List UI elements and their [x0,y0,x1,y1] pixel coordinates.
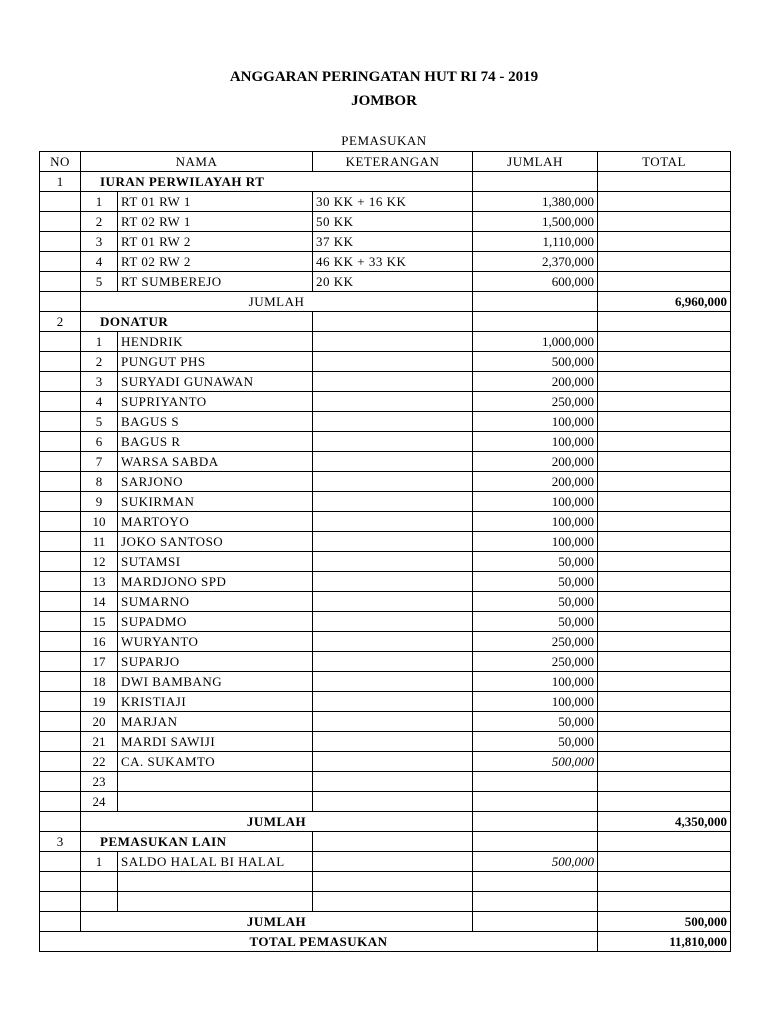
table-row [40,512,731,532]
empty-cell [40,212,81,232]
subtotal-row [40,292,731,312]
empty-cell [598,332,731,352]
item-amount: 200,000 [473,472,598,492]
empty-cell [598,632,731,652]
subtotal-label: JUMLAH [81,812,473,832]
item-name: SUPARJO [118,652,313,672]
item-amount: 250,000 [473,392,598,412]
table-row [40,432,731,452]
empty-cell [598,232,731,252]
empty-cell [40,772,81,792]
item-keterangan [313,332,473,352]
header-no: NO [40,152,81,172]
empty-cell [40,292,81,312]
table-row [40,472,731,492]
document-subtitle: JOMBOR [351,93,417,109]
empty-cell [40,892,81,912]
subtotal-value: 500,000 [598,912,731,932]
item-number: 3 [81,232,118,252]
empty-cell [40,272,81,292]
item-number: 22 [81,752,118,772]
item-name: RT 01 RW 2 [118,232,313,252]
item-number: 21 [81,732,118,752]
item-name: SUTAMSI [118,552,313,572]
empty-cell [40,352,81,372]
empty-cell [598,732,731,752]
item-keterangan [313,852,473,872]
subtotal-row [40,812,731,832]
item-amount: 100,000 [473,492,598,512]
empty-cell [40,512,81,532]
item-name: SURYADI GUNAWAN [118,372,313,392]
item-amount: 250,000 [473,632,598,652]
item-number: 7 [81,452,118,472]
empty-cell [40,532,81,552]
item-number: 16 [81,632,118,652]
item-name: CA. SUKAMTO [118,752,313,772]
empty-cell [473,832,598,852]
blank-row [40,892,731,912]
empty-cell [40,372,81,392]
table-row [40,552,731,572]
table-row [40,572,731,592]
item-keterangan [313,552,473,572]
item-keterangan [313,792,473,812]
table-body [40,172,731,952]
item-keterangan [313,652,473,672]
item-number: 8 [81,472,118,492]
table-row [40,452,731,472]
empty-cell [40,552,81,572]
item-amount: 50,000 [473,592,598,612]
subtotal-row [40,912,731,932]
table-row [40,332,731,352]
item-name: DWI BAMBANG [118,672,313,692]
item-name: PUNGUT PHS [118,352,313,372]
item-keterangan: 37 KK [313,232,473,252]
item-keterangan [313,772,473,792]
item-amount: 500,000 [473,752,598,772]
item-keterangan [313,492,473,512]
empty-cell [598,872,731,892]
empty-cell [598,192,731,212]
item-amount: 500,000 [473,352,598,372]
empty-cell [598,592,731,612]
table-row [40,192,731,212]
item-keterangan: 20 KK [313,272,473,292]
empty-cell [598,212,731,232]
item-number: 15 [81,612,118,632]
item-keterangan: 50 KK [313,212,473,232]
group-title: DONATUR [81,312,313,332]
document-title: ANGGARAN PERINGATAN HUT RI 74 - 2019 [229,69,539,85]
empty-cell [40,692,81,712]
item-number: 19 [81,692,118,712]
empty-cell [40,392,81,412]
item-amount: 100,000 [473,692,598,712]
item-name: SARJONO [118,472,313,492]
empty-cell [473,812,598,832]
table-row [40,492,731,512]
grand-total-value: 11,810,000 [598,932,731,952]
table-row [40,592,731,612]
empty-cell [40,852,81,872]
item-name [118,772,313,792]
item-keterangan [313,452,473,472]
section-heading: PEMASUKAN [341,133,427,148]
empty-cell [473,312,598,332]
budget-table [39,151,731,952]
table-row [40,752,731,772]
group-header-row [40,172,731,192]
table-row [40,672,731,692]
item-amount: 50,000 [473,612,598,632]
empty-cell [40,492,81,512]
empty-cell [598,852,731,872]
table-row [40,232,731,252]
item-number: 1 [81,332,118,352]
item-number: 14 [81,592,118,612]
empty-cell [118,872,313,892]
table-row [40,772,731,792]
item-amount: 200,000 [473,372,598,392]
empty-cell [40,872,81,892]
item-keterangan [313,392,473,412]
item-number: 17 [81,652,118,672]
item-name: SUPRIYANTO [118,392,313,412]
empty-cell [598,272,731,292]
empty-cell [40,812,81,832]
empty-cell [473,292,598,312]
item-number: 23 [81,772,118,792]
empty-cell [313,832,473,852]
item-amount: 1,380,000 [473,192,598,212]
item-number: 2 [81,212,118,232]
header-keterangan: KETERANGAN [313,152,473,172]
table-row [40,852,731,872]
empty-cell [81,892,118,912]
group-number: 3 [40,832,81,852]
empty-cell [598,512,731,532]
item-name: JOKO SANTOSO [118,532,313,552]
grand-total-label: TOTAL PEMASUKAN [40,932,598,952]
empty-cell [598,672,731,692]
table-row [40,792,731,812]
empty-cell [473,172,598,192]
header-nama: NAMA [81,152,313,172]
empty-cell [81,872,118,892]
item-name: BAGUS S [118,412,313,432]
subtotal-label: JUMLAH [81,912,473,932]
table-row [40,532,731,552]
item-amount: 100,000 [473,412,598,432]
item-amount: 50,000 [473,732,598,752]
group-header-row [40,832,731,852]
empty-cell [598,892,731,912]
item-number: 3 [81,372,118,392]
item-number: 11 [81,532,118,552]
item-amount: 50,000 [473,552,598,572]
item-name: BAGUS R [118,432,313,452]
empty-cell [598,532,731,552]
table-row [40,252,731,272]
item-number: 5 [81,412,118,432]
item-amount: 500,000 [473,852,598,872]
blank-row [40,872,731,892]
group-title: PEMASUKAN LAIN [81,832,313,852]
item-amount: 250,000 [473,652,598,672]
item-keterangan: 46 KK + 33 KK [313,252,473,272]
item-keterangan: 30 KK + 16 KK [313,192,473,212]
item-amount [473,772,598,792]
empty-cell [598,392,731,412]
empty-cell [598,252,731,272]
item-number: 6 [81,432,118,452]
item-name: RT 02 RW 2 [118,252,313,272]
empty-cell [598,752,731,772]
empty-cell [598,712,731,732]
grand-total-row [40,932,731,952]
item-number: 13 [81,572,118,592]
empty-cell [40,232,81,252]
empty-cell [598,572,731,592]
item-number: 10 [81,512,118,532]
empty-cell [40,192,81,212]
empty-cell [598,452,731,472]
empty-cell [40,912,81,932]
empty-cell [40,472,81,492]
empty-cell [598,172,731,192]
table-row [40,392,731,412]
empty-cell [473,892,598,912]
item-amount: 1,110,000 [473,232,598,252]
empty-cell [598,432,731,452]
empty-cell [598,772,731,792]
table-row [40,412,731,432]
empty-cell [598,692,731,712]
group-header-row [40,312,731,332]
item-keterangan [313,732,473,752]
item-name: RT 01 RW 1 [118,192,313,212]
item-name: KRISTIAJI [118,692,313,712]
table-row [40,652,731,672]
item-number: 2 [81,352,118,372]
item-keterangan [313,572,473,592]
table-row [40,352,731,372]
item-name: MARJAN [118,712,313,732]
empty-cell [40,732,81,752]
empty-cell [40,452,81,472]
item-number: 18 [81,672,118,692]
empty-cell [598,372,731,392]
table-row [40,212,731,232]
item-number: 1 [81,192,118,212]
empty-cell [473,872,598,892]
item-name: WURYANTO [118,632,313,652]
item-name: HENDRIK [118,332,313,352]
empty-cell [598,492,731,512]
item-amount: 1,000,000 [473,332,598,352]
item-number: 9 [81,492,118,512]
empty-cell [118,892,313,912]
empty-cell [40,672,81,692]
empty-cell [40,632,81,652]
item-name: MARTOYO [118,512,313,532]
item-amount: 50,000 [473,572,598,592]
empty-cell [40,652,81,672]
item-keterangan [313,472,473,492]
item-keterangan [313,612,473,632]
item-keterangan [313,692,473,712]
group-number: 2 [40,312,81,332]
item-number: 1 [81,852,118,872]
item-amount: 100,000 [473,532,598,552]
empty-cell [40,412,81,432]
item-keterangan [313,592,473,612]
empty-cell [598,412,731,432]
group-number: 1 [40,172,81,192]
empty-cell [40,792,81,812]
empty-cell [598,472,731,492]
item-amount: 600,000 [473,272,598,292]
header-jumlah: JUMLAH [473,152,598,172]
item-keterangan [313,412,473,432]
item-keterangan [313,672,473,692]
empty-cell [40,592,81,612]
empty-cell [598,652,731,672]
item-amount: 100,000 [473,512,598,532]
item-name: SUPADMO [118,612,313,632]
item-name: RT SUMBEREJO [118,272,313,292]
empty-cell [40,752,81,772]
item-keterangan [313,532,473,552]
empty-cell [40,332,81,352]
empty-cell [40,432,81,452]
item-number: 4 [81,252,118,272]
item-number: 12 [81,552,118,572]
subtotal-label: JUMLAH [81,292,473,312]
empty-cell [598,612,731,632]
item-amount: 2,370,000 [473,252,598,272]
item-name: SUKIRMAN [118,492,313,512]
header-total: TOTAL [598,152,731,172]
empty-cell [598,312,731,332]
item-name: SUMARNO [118,592,313,612]
empty-cell [598,352,731,372]
empty-cell [313,312,473,332]
subtotal-value: 6,960,000 [598,292,731,312]
table-row [40,372,731,392]
item-number: 4 [81,392,118,412]
item-number: 5 [81,272,118,292]
item-number: 20 [81,712,118,732]
item-keterangan [313,712,473,732]
table-row [40,632,731,652]
item-amount: 100,000 [473,672,598,692]
item-amount: 200,000 [473,452,598,472]
subtotal-value: 4,350,000 [598,812,731,832]
item-keterangan [313,512,473,532]
item-amount [473,792,598,812]
table-row [40,712,731,732]
group-title: IURAN PERWILAYAH RT [81,172,473,192]
empty-cell [598,832,731,852]
item-amount: 1,500,000 [473,212,598,232]
empty-cell [598,552,731,572]
empty-cell [40,612,81,632]
item-name: WARSA SABDA [118,452,313,472]
item-keterangan [313,432,473,452]
empty-cell [313,872,473,892]
table-row [40,612,731,632]
item-name: MARDI SAWIJI [118,732,313,752]
item-name: SALDO HALAL BI HALAL [118,852,313,872]
item-amount: 50,000 [473,712,598,732]
item-keterangan [313,632,473,652]
item-name [118,792,313,812]
item-keterangan [313,352,473,372]
item-number: 24 [81,792,118,812]
item-amount: 100,000 [473,432,598,452]
empty-cell [40,252,81,272]
empty-cell [598,792,731,812]
table-header-row [40,152,731,172]
table-row [40,732,731,752]
item-keterangan [313,372,473,392]
empty-cell [473,912,598,932]
table-row [40,692,731,712]
empty-cell [313,892,473,912]
table-row [40,272,731,292]
item-name: RT 02 RW 1 [118,212,313,232]
empty-cell [40,712,81,732]
item-name: MARDJONO SPD [118,572,313,592]
item-keterangan [313,752,473,772]
empty-cell [40,572,81,592]
